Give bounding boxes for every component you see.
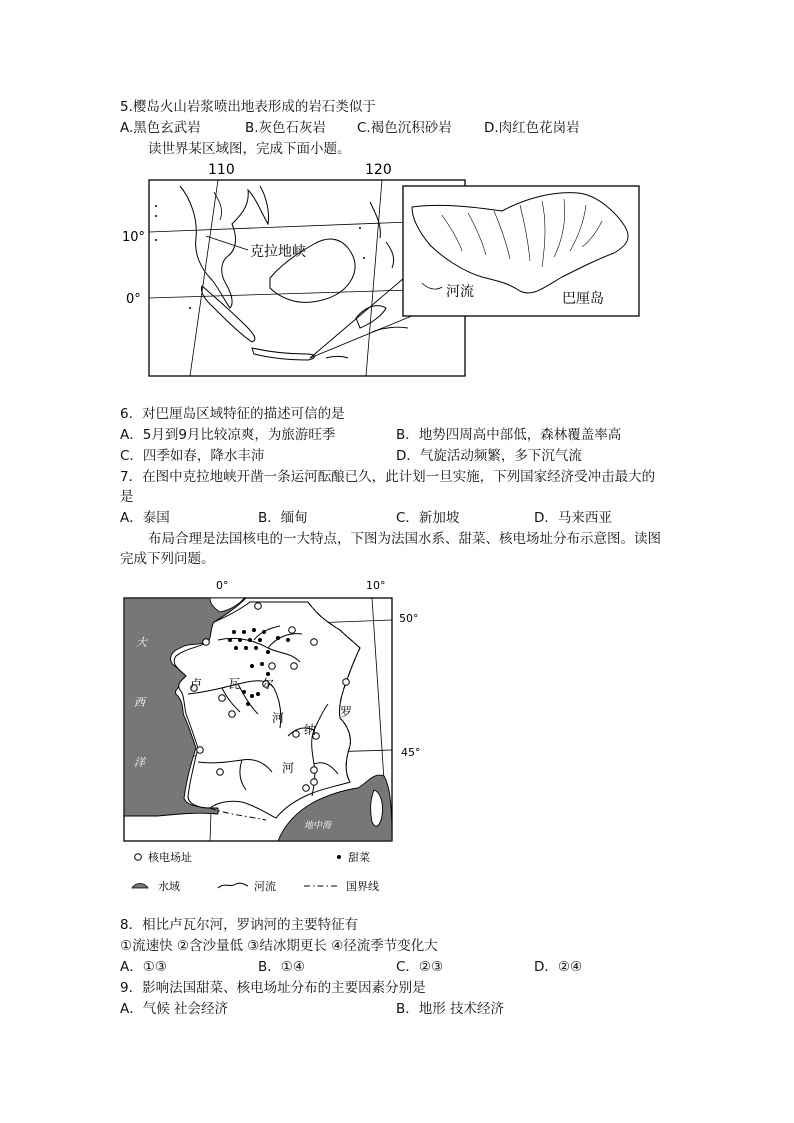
legend-river: 河流 <box>254 880 276 893</box>
atlantic-label-2: 西 <box>134 696 145 709</box>
q6-option-a: A．5月到9月比较凉爽，为旅游旺季 <box>120 427 336 443</box>
q7-option-a: A．泰国 <box>120 510 170 526</box>
kra-isthmus-label: 克拉地峡 <box>250 244 306 260</box>
lon-10-label: 10° <box>366 579 386 592</box>
q8-option-a: A．①③ <box>120 959 167 975</box>
lon-0-label: 0° <box>216 579 229 592</box>
legend-beet: 甜菜 <box>348 851 370 864</box>
q5-option-b: B.灰色石灰岩 <box>245 120 327 136</box>
france-map <box>118 576 424 900</box>
q9-option-b: B．地形 技术经济 <box>396 1001 505 1017</box>
legend-border: 国界线 <box>346 880 379 893</box>
loire-char-2: 瓦 <box>228 677 241 691</box>
q6-stem: 6．对巴厘岛区域特征的描述可信的是 <box>120 406 345 422</box>
intro-map2-line1: 布局合理是法国核电的一大特点，下图为法国水系、甜菜、核电场址分布示意图。读图 <box>148 531 661 547</box>
rhone-char-3: 河 <box>282 761 295 775</box>
map-legend <box>132 850 379 893</box>
q5-option-c: C.褐色沉积砂岩 <box>357 120 452 136</box>
q7-option-d: D．马来西亚 <box>534 510 612 526</box>
rhone-char-2: 纳 <box>304 723 317 737</box>
q9-option-a: A．气候 社会经济 <box>120 1001 229 1017</box>
lon-110-label: 110 <box>208 162 235 178</box>
q5-option-a: A.黑色玄武岩 <box>120 120 201 136</box>
rhone-char-1: 罗 <box>340 705 353 719</box>
q8-stem: 8．相比卢瓦尔河，罗讷河的主要特征有 <box>120 917 359 933</box>
q7-stem-line2: 是 <box>120 489 134 505</box>
loire-char-4: 河 <box>272 711 285 725</box>
loire-char-1: 卢 <box>190 677 203 691</box>
q5-option-d: D.肉红色花岗岩 <box>484 120 580 136</box>
legend-nuclear: 核电场址 <box>148 851 192 864</box>
q5-stem: 5.樱岛火山岩浆喷出地表形成的岩石类似于 <box>120 99 376 115</box>
river-label: 河流 <box>446 284 474 300</box>
mediterranean-label: 地中海 <box>304 821 332 831</box>
q9-stem: 9．影响法国甜菜、核电场址分布的主要因素分别是 <box>120 980 426 996</box>
lat-0-label: 0° <box>126 292 141 307</box>
lat-50-label: 50° <box>399 612 419 625</box>
bali-inset-map <box>402 185 642 319</box>
q6-option-b: B．地势四周高中部低，森林覆盖率高 <box>396 427 622 443</box>
lon-120-label: 120 <box>365 162 392 178</box>
atlantic-label-1: 大 <box>136 636 147 649</box>
atlantic-label-3: 洋 <box>134 756 145 769</box>
legend-water: 水域 <box>158 880 180 893</box>
q6-option-d: D．气旋活动频繁，多下沉气流 <box>396 448 582 464</box>
lat-45-label: 45° <box>401 746 421 759</box>
q7-option-b: B．缅甸 <box>258 510 308 526</box>
loire-char-3: 尔 <box>262 677 275 691</box>
bali-label: 巴厘岛 <box>562 291 604 307</box>
lat-10-label: 10° <box>122 230 146 245</box>
q8-items: ①流速快 ②含沙量低 ③结冰期更长 ④径流季节变化大 <box>120 938 438 954</box>
intro-map2-line2: 完成下列问题。 <box>120 551 215 567</box>
q8-option-b: B．①④ <box>258 959 305 975</box>
intro-map1: 读世界某区域图，完成下面小题。 <box>148 141 351 157</box>
q7-stem-line1: 7．在图中克拉地峡开凿一条运河酝酿已久，此计划一旦实施，下列国家经济受冲击最大的 <box>120 469 656 485</box>
q6-option-c: C．四季如春，降水丰沛 <box>120 448 265 464</box>
q8-option-c: C．②③ <box>396 959 444 975</box>
q8-option-d: D．②④ <box>534 959 583 975</box>
q7-option-c: C．新加坡 <box>396 510 460 526</box>
